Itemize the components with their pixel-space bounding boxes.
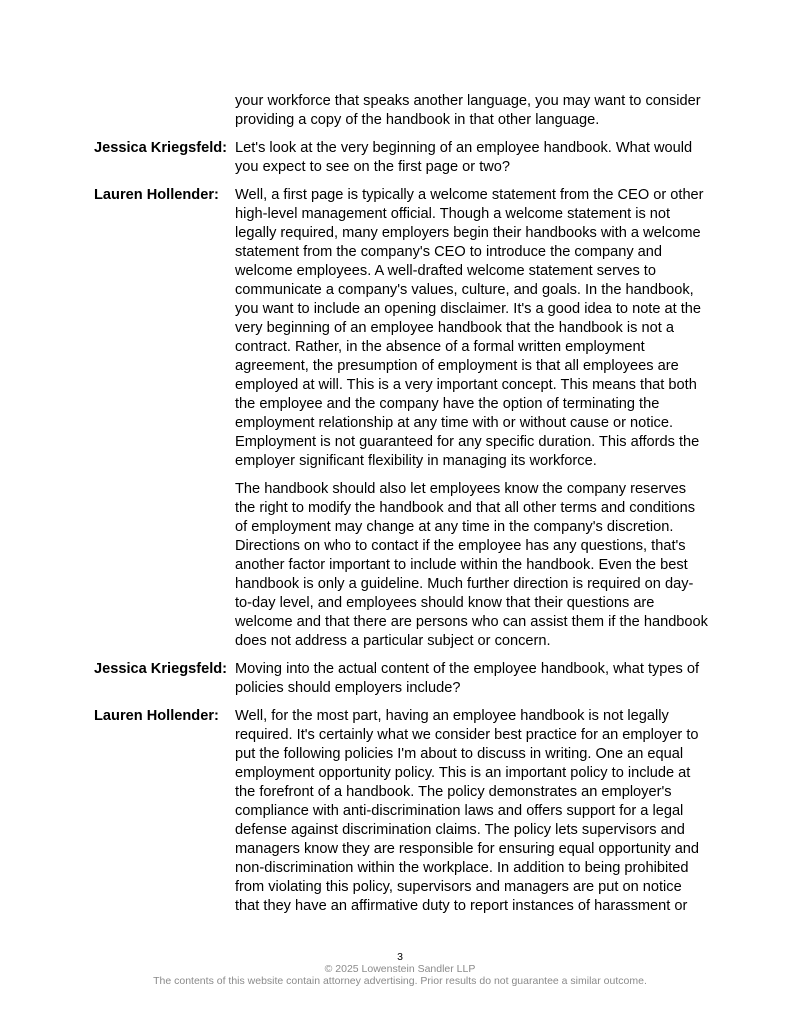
speech-paragraph: Well, for the most part, having an employee handbook is not legally required. It's certainly what we consider best practice for an employer to put the following policies I'm about to discuss in writing. One an equal employment opportunity policy. This is an important policy to include at the forefront of a handbook. The policy demonstrates an employer's compliance with anti-discrimination laws and offers support for a legal defense against discrimination claims. The policy lets supervisors and managers know they are responsible for ensuring equal opportunity and non-discrimination within the workplace. In addition to being prohibited from violating this policy, supervisors and managers are put on notice that they have an affirmative duty to report instances of harassment or [235, 708, 700, 914]
transcript-entry [94, 660, 708, 698]
speech-text [235, 92, 708, 130]
speaker-name: Lauren Hollender: [94, 187, 219, 203]
transcript-entry [94, 139, 708, 177]
page-number: 3 [397, 951, 403, 963]
speech-paragraph: Well, a first page is typically a welcome statement from the CEO or other high-level management official. Though a welcome statement is not legally required, many employers begin their handbooks with a welcome statement from the company's CEO to introduce the company and welcome employees. A well-drafted welcome statement serves to communicate a company's values, culture, and goals. In the handbook, you want to include an opening disclaimer. It's a good idea to note at the very beginning of an employee handbook that the handbook is not a contract. Rather, in the absence of a formal written employment agreement, the presumption of employment is that all employees are employed at will. This is a very important concept. This means that both the employee and the company have the option of terminating the employment relationship at any time with or without cause or notice. Employment is not guaranteed for any specific duration. This affords the employer significant flexibility in managing its workforce. [235, 187, 704, 469]
speaker-name: Jessica Kriegsfeld: [94, 661, 228, 677]
transcript-entry [94, 707, 708, 916]
speech-text [235, 186, 708, 651]
speaker-name: Lauren Hollender: [94, 708, 219, 724]
transcript-entry [94, 186, 708, 651]
copyright-notice: © 2025 Lowenstein Sandler LLP [324, 963, 476, 975]
advertising-disclaimer: The contents of this website contain attorney advertising. Prior results do not guarantee a similar outcome. [153, 975, 647, 987]
speech-text [235, 707, 708, 916]
speech-paragraph: your workforce that speaks another language, you may want to consider providing a copy of the handbook in that other language. [235, 93, 701, 128]
transcript-body [94, 92, 708, 925]
speech-paragraph: The handbook should also let employees know the company reserves the right to modify the handbook and that all other terms and conditions of employment may change at any time in the company's discretion. Directions on who to contact if the employee has any questions, that's another factor important to include within the handbook. Even the best handbook is only a guideline. Much further direction is required on day-to-day level, and employees should know that their questions are welcome and that there are persons who can assist them if the handbook does not address a particular subject or concern. [235, 481, 708, 649]
speech-text [235, 139, 708, 177]
transcript-continuation [94, 92, 708, 130]
speaker-name: Jessica Kriegsfeld: [94, 140, 228, 156]
speech-text [235, 660, 708, 698]
speech-paragraph: Let's look at the very beginning of an employee handbook. What would you expect to see on the first page or two? [235, 140, 693, 175]
speech-paragraph: Moving into the actual content of the employee handbook, what types of policies should employers include? [235, 661, 700, 696]
